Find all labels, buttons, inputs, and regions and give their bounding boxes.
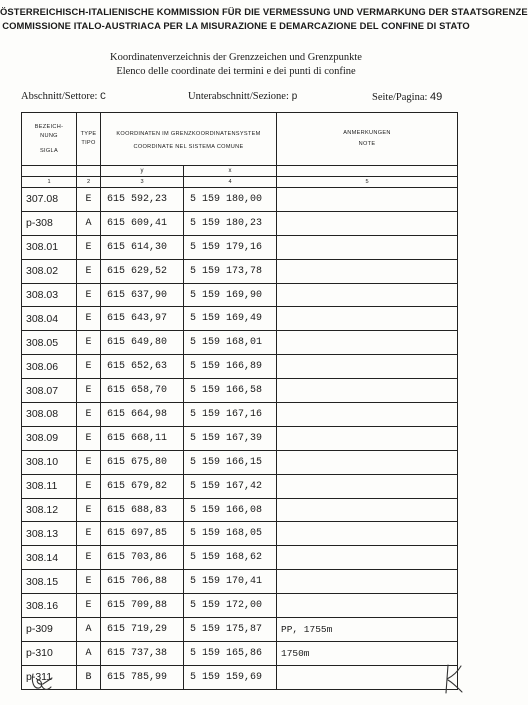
designation-header-line2: NUNG — [40, 132, 58, 139]
table-row — [22, 618, 458, 642]
type-cell: E — [77, 522, 101, 546]
y-coordinate-cell: 615 785,99 — [101, 665, 184, 689]
subtitle-german: Koordinatenverzeichnis der Grenzzeichen und Grenzpunkte — [110, 52, 362, 63]
x-coordinate-cell: 5 159 167,16 — [184, 403, 277, 427]
type-header-line2: TIPO — [81, 140, 96, 146]
note-cell — [277, 211, 458, 235]
table-row — [22, 259, 458, 283]
table-row — [22, 188, 458, 212]
designation-cell: 308.16 — [22, 594, 77, 618]
y-coordinate-cell: 615 614,30 — [101, 235, 184, 259]
designation-cell: 308.11 — [22, 474, 77, 498]
designation-cell: 308.03 — [22, 283, 77, 307]
y-coordinate-cell: 615 706,88 — [101, 570, 184, 594]
y-coordinate-cell: 615 664,98 — [101, 403, 184, 427]
initials-right-signature — [440, 662, 466, 696]
axis-blank-1 — [22, 166, 77, 177]
axis-row — [22, 166, 458, 177]
initials-left-signature — [30, 668, 60, 694]
notes-header-line2: NOTE — [358, 141, 376, 147]
y-coordinate-cell: 615 637,90 — [101, 283, 184, 307]
axis-blank-2 — [77, 166, 101, 177]
note-cell — [277, 259, 458, 283]
table-row — [22, 665, 458, 689]
designation-cell: 308.05 — [22, 331, 77, 355]
type-cell: E — [77, 259, 101, 283]
type-cell: E — [77, 450, 101, 474]
x-coordinate-cell: 5 159 169,49 — [184, 307, 277, 331]
subsection-value: p — [291, 92, 298, 103]
type-cell: A — [77, 641, 101, 665]
table-row — [22, 450, 458, 474]
header-italian: COMMISSIONE ITALO-AUSTRIACA PER LA MISURAZIONE E DEMARCAZIONE DEL CONFINE DI STATO — [2, 20, 470, 31]
type-cell: E — [77, 379, 101, 403]
header-row — [22, 113, 458, 166]
y-coordinate-cell: 615 643,97 — [101, 307, 184, 331]
subsection-label: Unterabschnitt/Sezione: — [188, 91, 289, 102]
y-coordinate-cell: 615 688,83 — [101, 498, 184, 522]
note-cell: 1750m — [277, 641, 458, 665]
type-cell: B — [77, 665, 101, 689]
x-coordinate-cell: 5 159 167,39 — [184, 426, 277, 450]
designation-cell: p-308 — [22, 211, 77, 235]
x-coordinate-cell: 5 159 166,15 — [184, 450, 277, 474]
coordinates-header-line2: COORDINATE NEL SISTEMA COMUNE — [133, 143, 244, 150]
type-cell: E — [77, 474, 101, 498]
axis-blank-5 — [277, 166, 458, 177]
note-cell — [277, 188, 458, 212]
type-cell: E — [77, 403, 101, 427]
col-number-3: 3 — [101, 177, 184, 188]
designation-cell: 308.15 — [22, 570, 77, 594]
coordinates-header — [101, 113, 277, 166]
y-coordinate-cell: 615 709,88 — [101, 594, 184, 618]
section-field — [21, 91, 106, 103]
header-german: ÖSTERREICHISCH-ITALIENISCHE KOMMISSION FÜR DIE VERMESSUNG UND VERMARKUNG DER STAATSGRENZE — [0, 6, 528, 17]
type-cell: A — [77, 211, 101, 235]
table-row — [22, 498, 458, 522]
designation-cell: 308.01 — [22, 235, 77, 259]
table-row — [22, 355, 458, 379]
designation-cell: 308.08 — [22, 403, 77, 427]
type-header-line1: TYPE — [80, 131, 97, 137]
notes-header — [277, 113, 458, 166]
column-number-row — [22, 177, 458, 188]
note-cell — [277, 379, 458, 403]
note-cell — [277, 450, 458, 474]
table-row — [22, 570, 458, 594]
table-row — [22, 283, 458, 307]
y-coordinate-cell: 615 737,38 — [101, 641, 184, 665]
designation-header-line1: BEZEICH- — [34, 123, 64, 130]
designation-cell: 308.12 — [22, 498, 77, 522]
note-cell — [277, 665, 458, 689]
axis-y: y — [101, 166, 184, 177]
table-row — [22, 331, 458, 355]
x-coordinate-cell: 5 159 179,16 — [184, 235, 277, 259]
x-coordinate-cell: 5 159 167,42 — [184, 474, 277, 498]
table-row — [22, 426, 458, 450]
x-coordinate-cell: 5 159 175,87 — [184, 618, 277, 642]
x-coordinate-cell: 5 159 168,62 — [184, 546, 277, 570]
page-value: 49 — [430, 91, 443, 103]
note-cell — [277, 474, 458, 498]
note-cell: PP, 1755m — [277, 618, 458, 642]
note-cell — [277, 570, 458, 594]
designation-header — [22, 113, 77, 166]
type-cell: E — [77, 331, 101, 355]
x-coordinate-cell: 5 159 166,08 — [184, 498, 277, 522]
type-cell: E — [77, 426, 101, 450]
type-cell: E — [77, 594, 101, 618]
y-coordinate-cell: 615 652,63 — [101, 355, 184, 379]
type-cell: E — [77, 235, 101, 259]
type-cell: E — [77, 283, 101, 307]
x-coordinate-cell: 5 159 173,78 — [184, 259, 277, 283]
designation-cell: 308.10 — [22, 450, 77, 474]
x-coordinate-cell: 5 159 170,41 — [184, 570, 277, 594]
designation-cell: 308.07 — [22, 379, 77, 403]
table-row — [22, 594, 458, 618]
axis-x: x — [184, 166, 277, 177]
notes-header-line1: ANMERKUNGEN — [343, 130, 391, 136]
note-cell — [277, 331, 458, 355]
page-field — [372, 91, 442, 103]
table-row — [22, 522, 458, 546]
section-label: Abschnitt/Settore: — [21, 91, 98, 102]
note-cell — [277, 403, 458, 427]
y-coordinate-cell: 615 703,86 — [101, 546, 184, 570]
table-row — [22, 641, 458, 665]
table-row — [22, 307, 458, 331]
note-cell — [277, 594, 458, 618]
col-number-2: 2 — [77, 177, 101, 188]
x-coordinate-cell: 5 159 180,00 — [184, 188, 277, 212]
table-row — [22, 235, 458, 259]
x-coordinate-cell: 5 159 172,00 — [184, 594, 277, 618]
col-number-5: 5 — [277, 177, 458, 188]
type-cell: A — [77, 618, 101, 642]
note-cell — [277, 546, 458, 570]
x-coordinate-cell: 5 159 165,86 — [184, 641, 277, 665]
page-label: Seite/Pagina: — [372, 92, 428, 103]
designation-cell: 308.04 — [22, 307, 77, 331]
note-cell — [277, 307, 458, 331]
subsection-field — [188, 91, 298, 103]
coordinate-table — [21, 112, 458, 690]
y-coordinate-cell: 615 697,85 — [101, 522, 184, 546]
col-number-1: 1 — [22, 177, 77, 188]
designation-cell: 307.08 — [22, 188, 77, 212]
type-cell: E — [77, 355, 101, 379]
subtitle-italian: Elenco delle coordinate dei termini e dei punti di confine — [116, 66, 356, 77]
table-row — [22, 403, 458, 427]
y-coordinate-cell: 615 668,11 — [101, 426, 184, 450]
y-coordinate-cell: 615 679,82 — [101, 474, 184, 498]
note-cell — [277, 355, 458, 379]
y-coordinate-cell: 615 675,80 — [101, 450, 184, 474]
designation-cell: 308.02 — [22, 259, 77, 283]
designation-cell: p-309 — [22, 618, 77, 642]
designation-cell: 308.06 — [22, 355, 77, 379]
x-coordinate-cell: 5 159 159,69 — [184, 665, 277, 689]
note-cell — [277, 283, 458, 307]
type-cell: E — [77, 546, 101, 570]
x-coordinate-cell: 5 159 169,90 — [184, 283, 277, 307]
note-cell — [277, 235, 458, 259]
y-coordinate-cell: 615 658,70 — [101, 379, 184, 403]
x-coordinate-cell: 5 159 166,58 — [184, 379, 277, 403]
y-coordinate-cell: 615 629,52 — [101, 259, 184, 283]
col-number-4: 4 — [184, 177, 277, 188]
x-coordinate-cell: 5 159 180,23 — [184, 211, 277, 235]
table-row — [22, 474, 458, 498]
designation-cell: 308.14 — [22, 546, 77, 570]
coordinates-header-line1: KOORDINATEN IM GRENZKOORDINATENSYSTEM — [116, 130, 261, 137]
table-row — [22, 379, 458, 403]
table-row — [22, 211, 458, 235]
table-row — [22, 546, 458, 570]
designation-header-line3: SIGLA — [40, 147, 58, 154]
y-coordinate-cell: 615 649,80 — [101, 331, 184, 355]
x-coordinate-cell: 5 159 168,01 — [184, 331, 277, 355]
designation-cell: p-310 — [22, 641, 77, 665]
designation-cell: 308.09 — [22, 426, 77, 450]
type-cell: E — [77, 307, 101, 331]
note-cell — [277, 498, 458, 522]
x-coordinate-cell: 5 159 166,89 — [184, 355, 277, 379]
note-cell — [277, 522, 458, 546]
type-cell: E — [77, 570, 101, 594]
x-coordinate-cell: 5 159 168,05 — [184, 522, 277, 546]
type-cell: E — [77, 498, 101, 522]
type-header — [77, 113, 101, 166]
note-cell — [277, 426, 458, 450]
designation-cell: 308.13 — [22, 522, 77, 546]
designation-cell: p-311 — [22, 665, 77, 689]
y-coordinate-cell: 615 609,41 — [101, 211, 184, 235]
y-coordinate-cell: 615 592,23 — [101, 188, 184, 212]
type-cell: E — [77, 188, 101, 212]
section-value: C — [100, 92, 107, 103]
y-coordinate-cell: 615 719,29 — [101, 618, 184, 642]
